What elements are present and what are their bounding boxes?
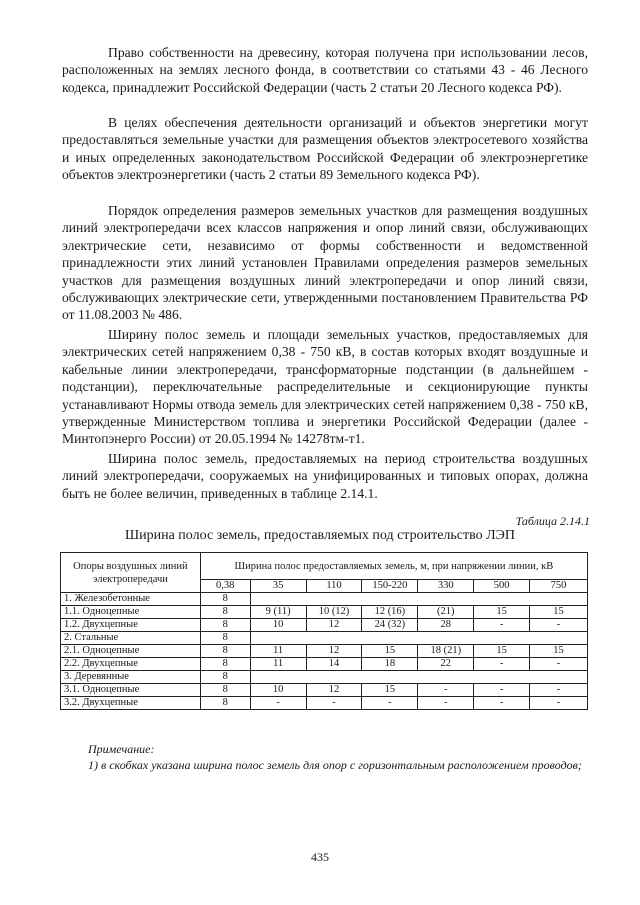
voltage-header: 150-220: [362, 580, 418, 593]
table-cell: 10: [250, 619, 306, 632]
table-cell: 18: [362, 658, 418, 671]
table-row: [61, 658, 588, 671]
table-cell: 12: [306, 684, 362, 697]
table-cell: 15: [362, 684, 418, 697]
paragraph-timber-ownership: Право собственности на древесину, которая получена при использовании лесов, расположенных на землях лесного фонда, в соответствии со статьями 43 - 46 Лесного кодекса, принадлежит Российской Федерации (часть 2 статьи 20 Лесного кодекса РФ).: [62, 45, 588, 95]
paragraph-land-strip-norms: Ширину полос земель и площади земельных участков, предоставляемых для электрических сетей напряжением 0,38 - 750 кВ, в состав которых входят воздушные и кабельные линии электропередачи, трансформаторные подстанции (в дальнейшем - подстанции), переключательные распределительные и секционирующие пункты устанавливают Нормы отвода земель для электрических сетей напряжением 0,38 - 750 кВ, утвержденные Министерством топлива и энергетики Российской Федерации (далее - Минтопэнерго России) от 20.05.1994 № 14278тм-т1.: [62, 327, 588, 447]
table-cell: 14: [306, 658, 362, 671]
table-cell: -: [474, 658, 530, 671]
table-cell: 8: [200, 593, 250, 606]
table-cell: -: [474, 684, 530, 697]
table-cell: (21): [418, 606, 474, 619]
table-cell: -: [306, 697, 362, 710]
voltage-header: 0,38: [200, 580, 250, 593]
table-cell: 15: [362, 645, 418, 658]
row-label: 2. Стальные: [61, 632, 201, 645]
table-cell: 15: [474, 645, 530, 658]
paragraph-energy-land: В целях обеспечения деятельности организаций и объектов энергетики могут предоставляться земельные участки для размещения объектов электросетевого хозяйства и иных определенных законодательством Российской Федерации об электроэнергетике объектов электроэнергетики (часть 2 статьи 89 Земельного кодекса РФ).: [62, 115, 588, 183]
paragraph-construction-width: Ширина полос земель, предоставляемых на период строительства воздушных линий электропередачи, сооружаемых на унифицированных и типовых опорах, должна быть не более величин, приведенных в таблице 2.14.1.: [62, 451, 588, 501]
row-label: 1. Железобетонные: [61, 593, 201, 606]
table-cell: -: [530, 697, 588, 710]
table-cell: 28: [418, 619, 474, 632]
table-number: Таблица 2.14.1: [515, 514, 590, 528]
voltage-header: 500: [474, 580, 530, 593]
corner-header: Опоры воздушных линий электропередачи: [61, 553, 201, 593]
group-header: Ширина полос предоставляемых земель, м, при напряжении линии, кВ: [200, 553, 587, 580]
table-cell: -: [474, 619, 530, 632]
table-cell: -: [418, 684, 474, 697]
table-row: [61, 645, 588, 658]
table-cell: 10: [250, 684, 306, 697]
table-row: [61, 671, 588, 684]
table-cell: 12: [306, 619, 362, 632]
table-cell: 15: [474, 606, 530, 619]
table-cell: -: [250, 697, 306, 710]
voltage-header: 330: [418, 580, 474, 593]
voltage-header: 750: [530, 580, 588, 593]
table-cell: -: [530, 658, 588, 671]
row-label: 3.1. Одноцепные: [61, 684, 201, 697]
row-label: 3. Деревянные: [61, 671, 201, 684]
voltage-header: 110: [306, 580, 362, 593]
table-cell: 22: [418, 658, 474, 671]
table-row: [61, 593, 588, 606]
table-cell-empty: [250, 671, 587, 684]
table-cell: 10 (12): [306, 606, 362, 619]
table-cell: 8: [200, 684, 250, 697]
table-cell-empty: [250, 593, 587, 606]
table-cell: 18 (21): [418, 645, 474, 658]
voltage-header: 35: [250, 580, 306, 593]
table-title: Ширина полос земель, предоставляемых под строительство ЛЭП: [124, 528, 515, 543]
table-row: [61, 697, 588, 710]
table-cell: -: [530, 684, 588, 697]
table-row: [61, 684, 588, 697]
table-cell: 15: [530, 645, 588, 658]
table-cell: 8: [200, 671, 250, 684]
table-cell: 8: [200, 619, 250, 632]
row-label: 3.2. Двухцепные: [61, 697, 201, 710]
table-cell: -: [362, 697, 418, 710]
table-cell: 9 (11): [250, 606, 306, 619]
paragraph-land-size-rules: Порядок определения размеров земельных участков для размещения воздушных линий электропередачи всех классов напряжения и опор линий связи, обслуживающих электрические сети, независимо от формы собственности и ведомственной принадлежности этих линий установлен Правилами определения размеров земельных участков для размещения воздушных линий электропередачи и опор линий связи, обслуживающих электрические сети, утвержденными постановлением Правительства РФ от 11.08.2003 № 486.: [62, 203, 588, 323]
table-cell: 8: [200, 697, 250, 710]
table-cell: -: [530, 619, 588, 632]
table-cell: 24 (32): [362, 619, 418, 632]
table-cell: 8: [200, 632, 250, 645]
table-cell: 11: [250, 645, 306, 658]
table-cell: 11: [250, 658, 306, 671]
table-row: [61, 632, 588, 645]
table-cell: 8: [200, 606, 250, 619]
table-row: [61, 606, 588, 619]
table-cell: 8: [200, 645, 250, 658]
table-cell: -: [474, 697, 530, 710]
table-cell: 15: [530, 606, 588, 619]
note-title: Примечание:: [88, 742, 155, 756]
row-label: 2.2. Двухцепные: [61, 658, 201, 671]
page-number: 435: [311, 850, 329, 864]
table-row: [61, 619, 588, 632]
land-strip-width-table: [60, 552, 588, 710]
table-cell: -: [418, 697, 474, 710]
table-cell: 12 (16): [362, 606, 418, 619]
row-label: 2.1. Одноцепные: [61, 645, 201, 658]
table-cell: 12: [306, 645, 362, 658]
row-label: 1.1. Одноцепные: [61, 606, 201, 619]
table-cell-empty: [250, 632, 587, 645]
row-label: 1.2. Двухцепные: [61, 619, 201, 632]
table-cell: 8: [200, 658, 250, 671]
note-text: 1) в скобках указана ширина полос земель для опор с горизонтальным расположением проводов;: [88, 758, 582, 772]
